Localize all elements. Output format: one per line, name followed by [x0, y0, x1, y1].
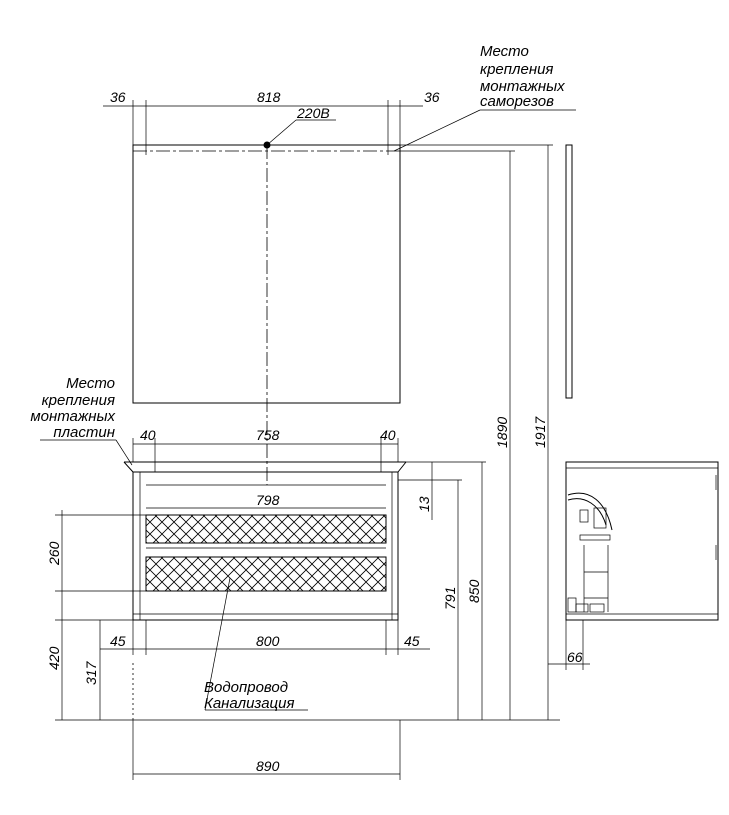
plate-label-4: пластин: [53, 424, 115, 441]
plate-label-3: монтажных: [30, 408, 115, 425]
screw-label-1: Место: [480, 43, 529, 60]
water-label: Водопровод: [204, 679, 289, 696]
dim-top-gap: 13: [416, 496, 432, 512]
floor-and-total: [55, 663, 560, 780]
mirror-width-dims: [103, 100, 423, 155]
dim-mirror-mid: 818: [257, 89, 281, 105]
dim-base-right: 45: [404, 633, 420, 649]
dim-cab-bottom: 420: [46, 646, 62, 670]
plate-label-2: крепления: [41, 392, 115, 409]
plate-label-1: Место: [66, 375, 115, 392]
dim-base-mid: 800: [256, 633, 280, 649]
screw-label-3: монтажных: [480, 78, 565, 95]
dim-1917: 1917: [532, 416, 548, 448]
mirror-side: [566, 145, 572, 398]
cabinet-side: [548, 462, 718, 670]
dim-cab-mid: 758: [256, 427, 280, 443]
dim-mirror-left: 36: [110, 89, 126, 105]
dim-base-left: 45: [110, 633, 126, 649]
dim-850: 850: [466, 579, 482, 603]
cabinet-front: [124, 462, 406, 620]
power-label: 220В: [297, 105, 330, 121]
left-vertical-dims: [55, 510, 146, 720]
dim-cab-inner: 798: [256, 492, 280, 508]
dim-mirror-right: 36: [424, 89, 440, 105]
dim-side-depth: 66: [567, 649, 583, 665]
dim-total-width: 890: [256, 758, 280, 774]
dim-cab-left: 40: [140, 427, 156, 443]
dim-pipe-zone: 260: [46, 541, 62, 565]
screw-label-4: саморезов: [480, 93, 554, 110]
dim-cab-right: 40: [380, 427, 396, 443]
plate-leader: [116, 440, 132, 465]
right-vertical-dims: [398, 145, 553, 720]
sewer-label: Канализация: [204, 695, 295, 712]
dim-1890: 1890: [494, 416, 510, 448]
dim-plinth: 317: [83, 661, 99, 685]
screw-label-2: крепления: [480, 61, 554, 78]
dim-791: 791: [442, 586, 458, 610]
